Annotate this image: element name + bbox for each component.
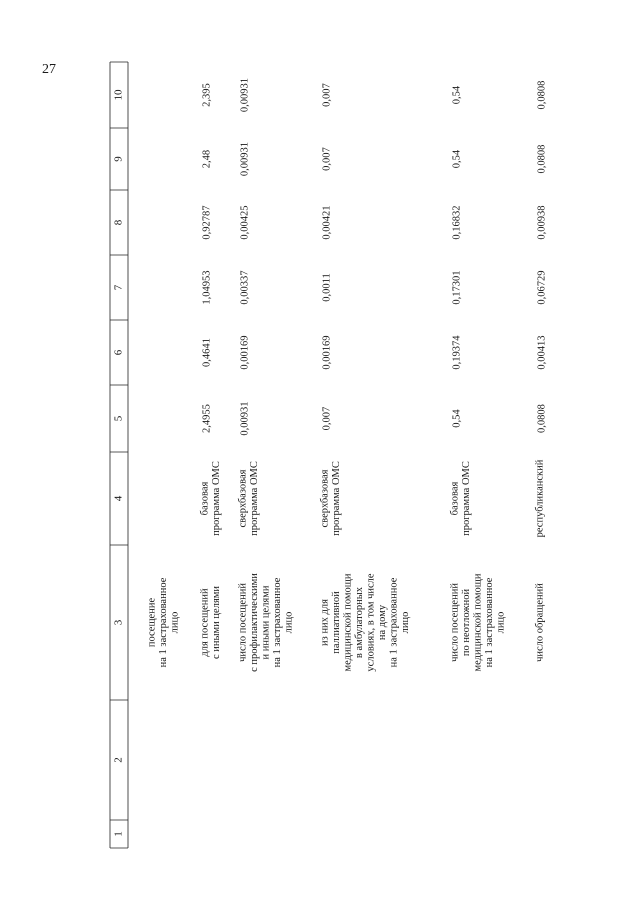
indicator-label: медицинской помощи	[342, 573, 354, 672]
table-row	[237, 78, 294, 672]
program-label: базовая	[199, 481, 211, 516]
value-cell: 2,4955	[201, 404, 213, 433]
indicator-label: паллиативной	[330, 591, 342, 654]
program-label: программа ОМС	[210, 461, 222, 536]
column-header-2: 2	[112, 757, 125, 763]
indicator-label: в амбулаторных	[353, 586, 365, 659]
indicator-label: лицо	[169, 611, 181, 634]
column-header-5: 5	[112, 415, 125, 422]
value-cell: 0,0011	[321, 273, 333, 302]
value-cell: 0,54	[451, 149, 463, 169]
value-cell: 2,48	[201, 149, 213, 169]
value-cell: 0,00169	[239, 335, 251, 370]
value-cell: 0,00938	[536, 205, 548, 240]
table-row	[534, 81, 547, 662]
page-number: 27	[42, 62, 56, 77]
value-cell: 1,04953	[201, 270, 213, 305]
indicator-label: лицо	[283, 611, 295, 634]
program-label: программа ОМС	[460, 461, 472, 536]
column-header-8: 8	[112, 219, 125, 226]
program-label: сверхбазовая	[237, 469, 249, 528]
value-cell: 0,007	[321, 147, 333, 171]
table-body	[146, 78, 547, 672]
indicator-label: на дому	[376, 604, 388, 641]
indicator-label: из них для	[319, 599, 331, 646]
table-header-row	[113, 89, 125, 837]
indicator-label: число посещений	[237, 583, 249, 662]
value-cell: 0,92787	[201, 205, 213, 240]
indicator-label: число посещений	[449, 583, 461, 662]
indicator-label: с иными целями	[210, 585, 222, 660]
program-label: программа ОМС	[330, 461, 342, 536]
indicator-label: лицо	[495, 611, 507, 634]
column-header-6: 6	[112, 349, 125, 356]
indicator-label: на 1 застрахованное	[388, 577, 400, 668]
column-header-1: 1	[112, 831, 125, 837]
value-cell: 0,17301	[451, 270, 463, 305]
value-cell: 0,00337	[239, 270, 251, 305]
table-grid	[110, 62, 128, 848]
value-cell: 0,19374	[451, 335, 463, 370]
value-cell: 0,007	[321, 406, 333, 431]
program-label: программа ОМС	[248, 461, 260, 536]
indicator-label: число обращений	[534, 583, 546, 662]
column-header-4: 4	[112, 495, 125, 502]
column-header-3: 3	[112, 619, 125, 626]
value-cell: 0,00931	[239, 401, 251, 436]
value-cell: 0,54	[451, 85, 463, 105]
value-cell: 0,0808	[536, 80, 548, 110]
table-row	[199, 83, 222, 659]
value-cell: 0,0808	[536, 144, 548, 174]
program-label: сверхбазовая	[319, 469, 331, 528]
table-row	[449, 85, 506, 671]
indicator-label: и иными целями	[260, 585, 272, 660]
table-row	[146, 577, 180, 667]
column-header-9: 9	[112, 156, 125, 162]
value-cell: 0,007	[321, 83, 333, 107]
indicator-label: условиях, в том числе	[365, 573, 377, 672]
indicator-label: на 1 застрахованное	[271, 577, 283, 668]
value-cell: 0,06729	[536, 270, 548, 305]
indicator-label: медицинской помощи	[472, 573, 484, 672]
indicator-label: на 1 застрахованное	[157, 577, 169, 668]
column-header-7: 7	[112, 284, 125, 291]
program-label: базовая	[449, 481, 461, 516]
value-cell: 0,4641	[201, 338, 213, 367]
value-cell: 0,0808	[536, 404, 548, 433]
indicator-label: лицо	[399, 611, 411, 634]
table-row	[319, 83, 411, 671]
indicator-label: по неотложной	[460, 588, 472, 657]
program-label: республиканский	[534, 459, 546, 538]
column-header-10: 10	[112, 89, 125, 101]
value-cell: 0,00425	[239, 205, 251, 240]
value-cell: 0,00931	[239, 141, 251, 177]
value-cell: 0,00421	[321, 205, 333, 240]
indicator-label: посещение	[146, 597, 158, 648]
indicator-label: с профилактическими	[248, 573, 260, 672]
value-cell: 0,00169	[321, 335, 333, 370]
value-cell: 0,00931	[239, 77, 251, 113]
value-cell: 2,395	[201, 83, 213, 107]
value-cell: 0,00413	[536, 335, 548, 370]
value-cell: 0,16832	[451, 205, 463, 240]
value-cell: 0,54	[451, 409, 463, 428]
indicator-label: для посещений	[199, 588, 211, 657]
indicator-label: на 1 застрахованное	[483, 577, 495, 668]
